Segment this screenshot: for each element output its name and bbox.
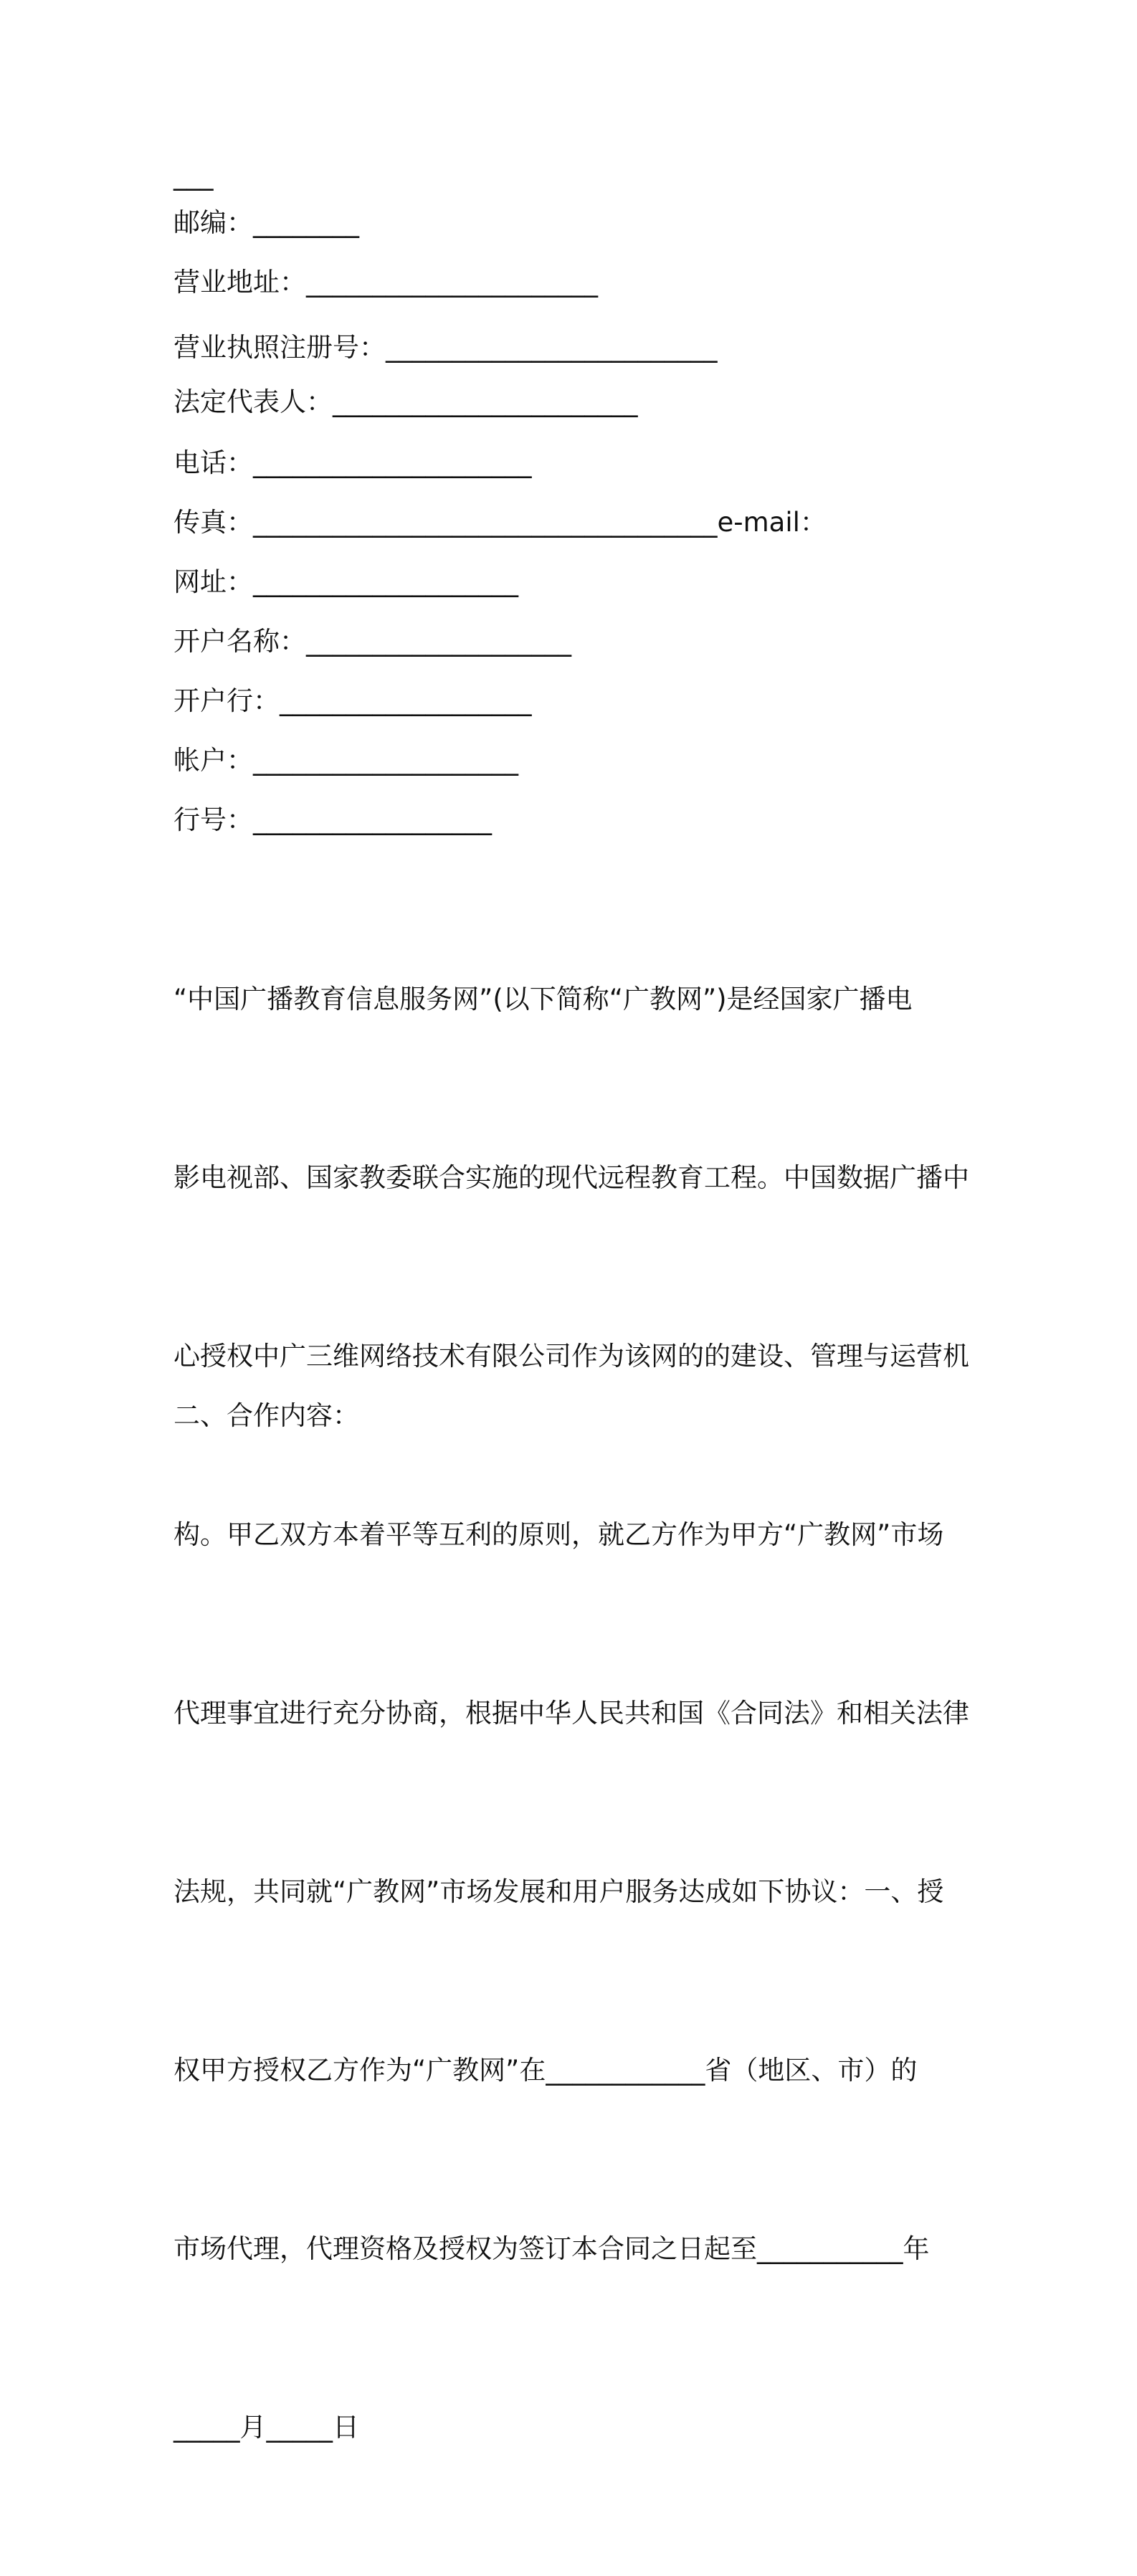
field-phone: 电话：_____________________ — [173, 447, 532, 478]
field-postcode: 邮编：________ — [173, 207, 359, 238]
field-bank: 开户行：___________________ — [173, 685, 532, 716]
field-legal-representative: 法定代表人：_______________________ — [173, 386, 638, 417]
agreement-paragraph — [173, 850, 975, 2576]
paragraph-line: 影电视部、国家教委联合实施的现代远程教育工程。中国数据广播中 — [173, 1162, 969, 1193]
field-business-address: 营业地址：______________________ — [173, 267, 598, 298]
field-bank-code: 行号：__________________ — [173, 804, 492, 835]
paragraph-line: 代理事宜进行充分协商，根据中华人民共和国《合同法》和相关法律 — [173, 1698, 969, 1729]
top-fragment: ___ — [173, 160, 214, 191]
paragraph-line: 构。甲乙双方本着平等互利的原则，就乙方作为甲方“广教网”市场 — [173, 1519, 944, 1550]
paragraph-line: “中国广播教育信息服务网”(以下简称“广教网”)是经国家广播电 — [173, 984, 913, 1014]
field-license-number: 营业执照注册号：_________________________ — [173, 332, 718, 363]
field-account: 帐户：____________________ — [173, 745, 518, 776]
paragraph-line: 心授权中广三维网络技术有限公司作为该网的的建设、管理与运营机 — [173, 1341, 969, 1372]
paragraph-line: 市场代理，代理资格及授权为签订本合同之日起至___________年 — [173, 2233, 930, 2264]
paragraph-line: 法规，共同就“广教网”市场发展和用户服务达成如下协议：一、授 — [173, 1876, 944, 1907]
field-account-name: 开户名称：____________________ — [173, 626, 571, 657]
paragraph-line: 权甲方授权乙方作为“广教网”在____________省（地区、市）的 — [173, 2055, 918, 2086]
field-website: 网址：____________________ — [173, 566, 518, 597]
section-heading: 二、合作内容： — [173, 1400, 359, 1431]
paragraph-line: _____月_____日 — [173, 2412, 359, 2443]
field-fax-email: 传真：___________________________________e-mail： — [173, 507, 827, 538]
